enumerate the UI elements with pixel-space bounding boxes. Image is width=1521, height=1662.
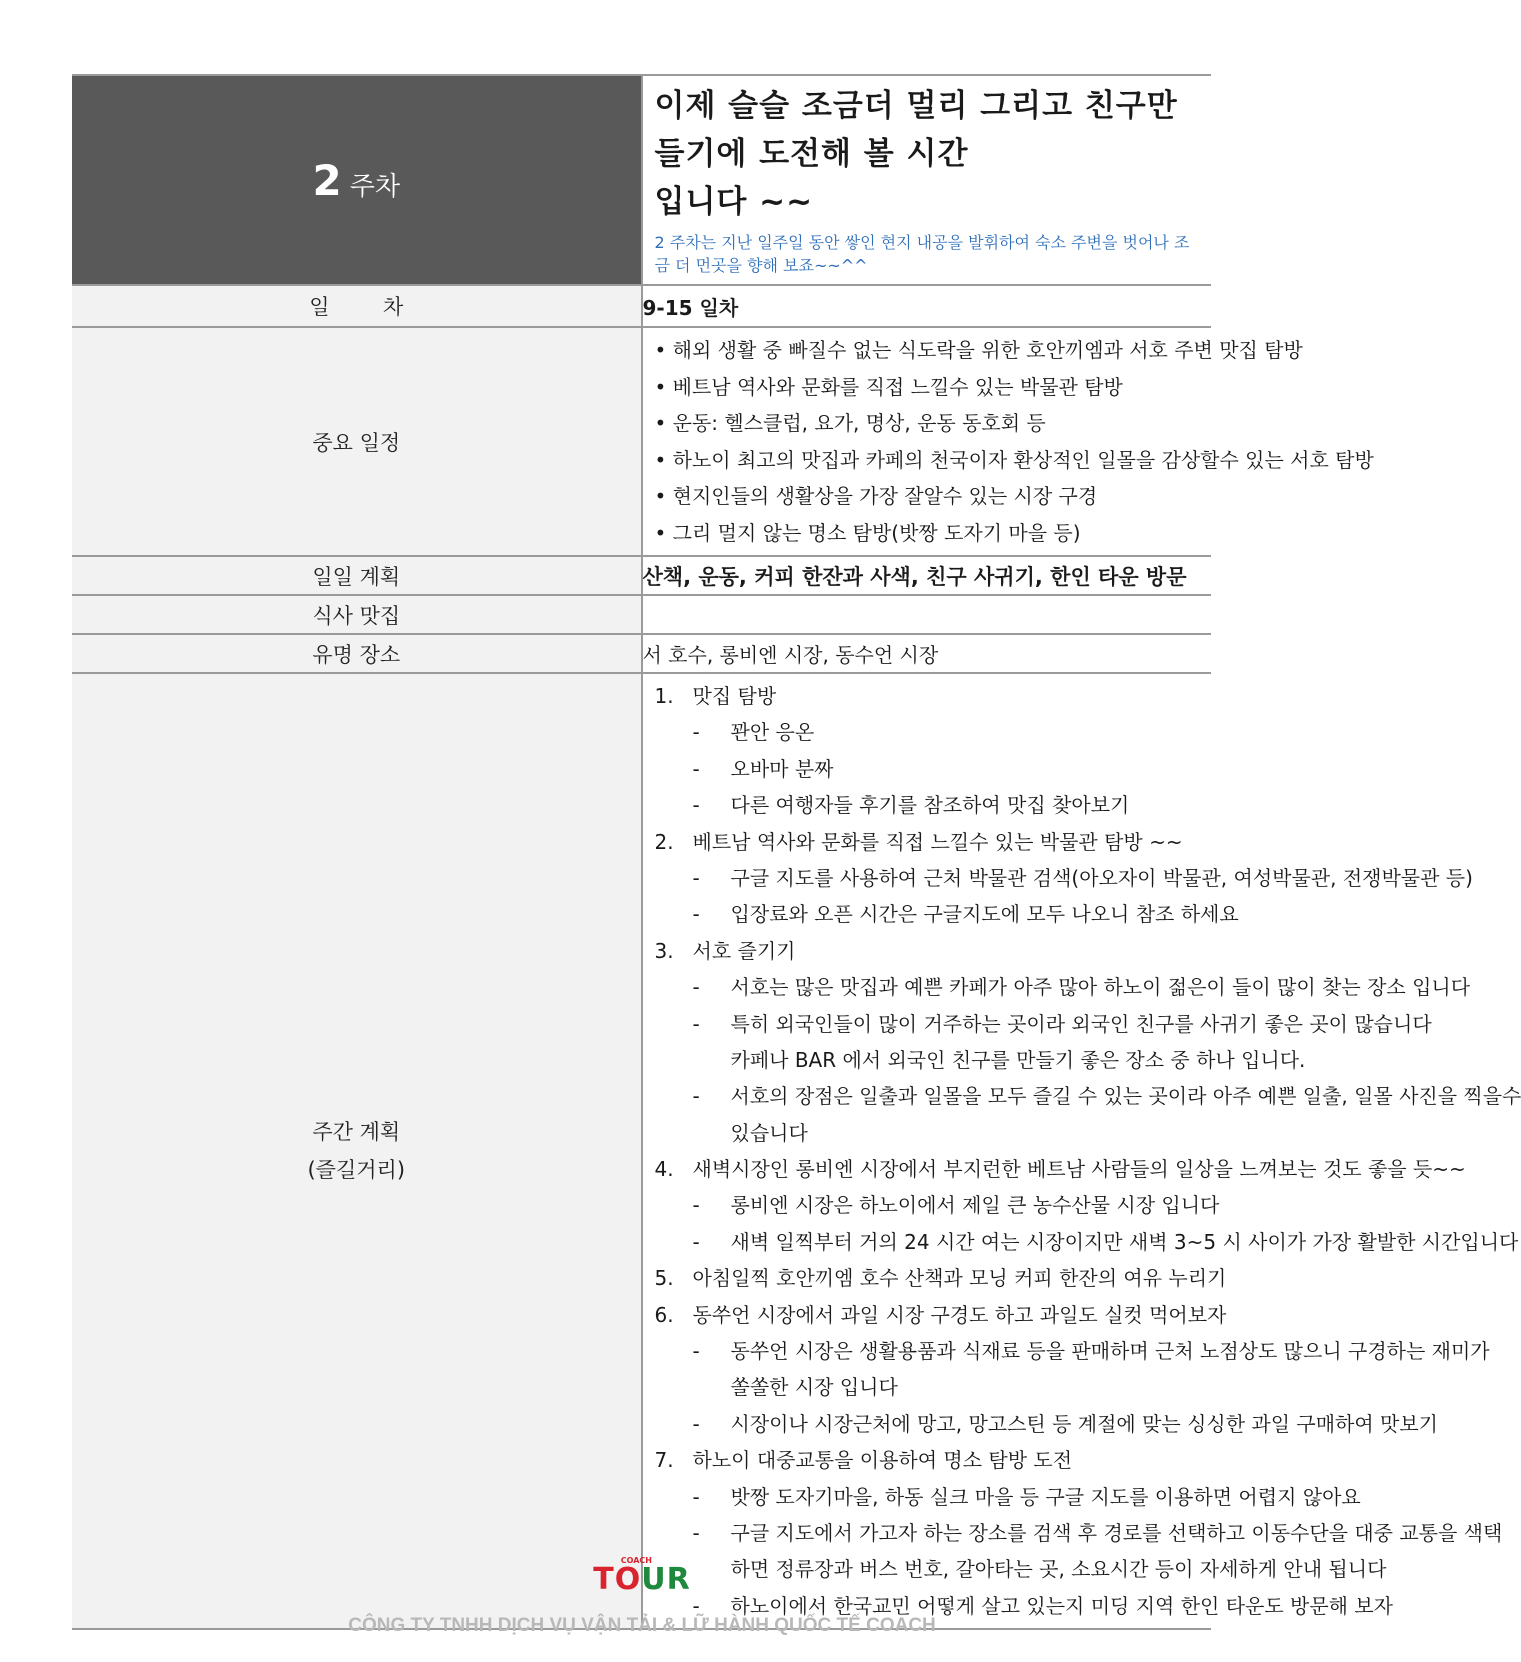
weekly-line-dash <box>655 1187 1220 1223</box>
page-title <box>643 76 1212 226</box>
itinerary-sheet <box>72 74 1521 1630</box>
weekly-line-dash <box>655 1479 1361 1515</box>
dash-marker: - <box>692 1411 700 1436</box>
title-line-1: 이제 슬슬 조금더 멀리 그리고 친구만들기에 도전해 볼 시간 <box>654 88 1178 172</box>
weekly-line-text: 밧짱 도자기마을, 하동 실크 마을 등 구글 지도를 이용하면 어렵지 않아요 <box>730 1484 1361 1509</box>
dash-marker: - <box>692 865 700 890</box>
tour-logo <box>593 1556 691 1597</box>
weekly-line-dash <box>655 860 1473 896</box>
key-schedule-list <box>643 328 1374 555</box>
weekly-line-text: 하면 정류장과 버스 번호, 갈아타는 곳, 소요시간 등이 자세하게 안내 됩니다 <box>730 1557 1387 1582</box>
weekly-line-dash <box>655 787 1200 823</box>
weekly-line-text: 쏠쏠한 시장 입니다 <box>730 1375 898 1400</box>
weekly-line-num <box>654 1260 1227 1296</box>
weekly-line-num <box>654 1297 1227 1333</box>
key-schedule-item: • 베트남 역사와 문화를 직접 느낄수 있는 박물관 탐방 <box>654 374 1123 399</box>
week-number: 2 <box>312 155 342 205</box>
value-daily-plan: 산책, 운동, 커피 한잔과 사색, 친구 사귀기, 한인 타운 방문 <box>642 556 1212 595</box>
dash-marker: - <box>692 1229 700 1254</box>
list-number: 3. <box>654 938 674 963</box>
weekly-line-text: 서호의 장점은 일출과 일몰을 모두 즐길 수 있는 곳이라 아주 예쁜 일출, 일몰 사진을 찍을수 <box>730 1084 1521 1109</box>
label-restaurants: 식사 맛집 <box>72 595 642 634</box>
list-number: 7. <box>654 1448 674 1473</box>
weekly-line-cont <box>655 1369 1200 1405</box>
weekly-line-num <box>655 678 1200 714</box>
label-famous-places: 유명 장소 <box>72 634 642 673</box>
dash-marker: - <box>692 720 700 745</box>
list-number: 2. <box>654 829 674 854</box>
weekly-line-text: 하노이 대중교통을 이용하여 명소 탐방 도전 <box>692 1448 1073 1473</box>
weekly-line-text: 서호 즐기기 <box>692 938 796 963</box>
value-famous-places: 서 호수, 롱비엔 시장, 동수언 시장 <box>642 634 1212 673</box>
value-restaurants <box>642 595 1212 634</box>
dash-marker: - <box>692 793 700 818</box>
list-number: 5. <box>654 1266 674 1291</box>
row-days <box>72 285 1211 327</box>
key-schedule-item: • 운동: 헬스클럽, 요가, 명상, 운동 동호회 등 <box>654 411 1046 435</box>
weekly-line-dash <box>655 896 1239 932</box>
weekly-line-dash <box>655 751 1200 787</box>
logo-letters-ur: UR <box>641 1562 691 1597</box>
key-schedule-item: • 그리 멀지 않는 명소 탐방(밧짱 도자기 마을 등) <box>654 520 1081 545</box>
weekly-line-text: 베트남 역사와 문화를 직접 느낄수 있는 박물관 탐방 ~~ <box>692 829 1183 854</box>
weekly-line-num <box>654 1151 1466 1187</box>
weekly-line-text: 시장이나 시장근처에 망고, 망고스틴 등 계절에 맞는 싱싱한 과일 구매하여 맛보기 <box>730 1411 1438 1436</box>
weekly-line-text: 꽌안 응온 <box>730 720 815 745</box>
dash-marker: - <box>692 1593 700 1618</box>
weekly-line-text: 롱비엔 시장은 하노이에서 제일 큰 농수산물 시장 입니다 <box>730 1193 1220 1218</box>
weekly-line-text: 카페나 BAR 에서 외국인 친구를 만들기 좋은 장소 중 하나 입니다. <box>730 1047 1306 1072</box>
weekly-line-text: 맛집 탐방 <box>692 684 777 708</box>
week-badge <box>72 75 642 285</box>
label-weekly-line-2: (즐길거리) <box>307 1158 406 1183</box>
weekly-line-text: 아침일찍 호안끼엠 호수 산책과 모닝 커피 한잔의 여유 누리기 <box>692 1266 1227 1291</box>
weekly-list <box>643 674 1521 1628</box>
weekly-line-text: 오바마 분짜 <box>730 756 834 781</box>
label-weekly-line-1: 주간 계획 <box>312 1120 401 1145</box>
company-name: CÔNG TY TNHH DỊCH VỤ VẬN TẢI & LỮ HÀNH QUỐC TẾ COACH <box>348 1615 936 1636</box>
list-number: 1. <box>654 684 674 708</box>
key-schedule-item: • 하노이 최고의 맛집과 카페의 천국이자 환상적인 일몰을 감상할수 있는 서호 탐방 <box>654 447 1374 472</box>
dash-marker: - <box>692 756 700 781</box>
weekly-line-cont <box>655 1042 1306 1078</box>
weekly-line-dash <box>655 1333 1490 1369</box>
weekly-line-text: 동쑤언 시장은 생활용품과 식재료 등을 판매하며 근처 노점상도 많으니 구경하는 재미가 <box>730 1339 1490 1364</box>
label-weekly <box>72 673 642 1629</box>
label-key-schedule: 중요 일정 <box>72 327 642 556</box>
dash-marker: - <box>692 1484 700 1509</box>
list-number: 6. <box>654 1302 674 1327</box>
weekly-line-text: 특히 외국인들이 많이 거주하는 곳이라 외국인 친구를 사귀기 좋은 곳이 많습니다 <box>730 1011 1432 1036</box>
dash-marker: - <box>692 1193 700 1218</box>
value-key-schedule <box>642 327 1374 556</box>
itinerary-table <box>72 74 1521 1630</box>
row-key-schedule <box>72 327 1211 556</box>
weekly-line-text: 새벽 일찍부터 거의 24 시간 여는 시장이지만 새벽 3~5 시 사이가 가장 활발한 시간입니다 <box>730 1229 1519 1254</box>
dash-marker: - <box>692 1520 700 1545</box>
weekly-line-dash <box>655 1515 1503 1551</box>
weekly-line-dash <box>655 714 1200 750</box>
weekly-line-dash <box>655 1078 1521 1114</box>
weekly-line-text: 구글 지도를 사용하여 근처 박물관 검색(아오자이 박물관, 여성박물관, 전쟁박물관 등) <box>730 865 1473 890</box>
weekly-line-num <box>655 824 1200 860</box>
weekly-line-text: 새벽시장인 롱비엔 시장에서 부지런한 베트남 사람들의 일상을 느껴보는 것도 좋을 듯~~ <box>692 1157 1466 1182</box>
row-daily-plan <box>72 556 1211 595</box>
label-days: 일 차 <box>72 285 642 327</box>
weekly-line-dash <box>655 1224 1519 1260</box>
logo-letter-t: T <box>593 1562 615 1597</box>
weekly-line-text: 입장료와 오픈 시간은 구글지도에 모두 나오니 참조 하세요 <box>730 902 1239 927</box>
key-schedule-item: • 현지인들의 생활상을 가장 잘알수 있는 시장 구경 <box>654 484 1098 508</box>
weekly-line-text: 서호는 많은 맛집과 예쁜 카페가 아주 많아 하노이 젊은이 들이 많이 찾는 장소 입니다 <box>730 975 1471 1000</box>
dash-marker: - <box>692 975 700 1000</box>
weekly-line-dash <box>655 969 1471 1005</box>
weekly-line-text: 동쑤언 시장에서 과일 시장 구경도 하고 과일도 실컷 먹어보자 <box>692 1302 1227 1327</box>
weekly-line-num <box>655 933 1200 969</box>
header-title-cell <box>642 75 1212 285</box>
value-days: 9-15 일차 <box>642 285 1212 327</box>
dash-marker: - <box>692 1084 700 1109</box>
header-row <box>72 75 1211 285</box>
row-famous-places <box>72 634 1211 673</box>
weekly-line-num <box>655 1442 1200 1478</box>
logo-coach-text: COACH <box>620 1556 652 1565</box>
dash-marker: - <box>692 1011 700 1036</box>
weekly-line-text: 하노이에서 한국교민 어떻게 살고 있는지 미딩 지역 한인 타운도 방문해 보자 <box>730 1593 1393 1618</box>
page-subtitle: 2 주차는 지난 일주일 동안 쌓인 현지 내공을 발휘하여 숙소 주변을 벗어나 조금 더 먼곳을 향해 보죠~~^^ <box>654 233 1190 275</box>
row-restaurants <box>72 595 1211 634</box>
weekly-line-text: 다른 여행자들 후기를 참조하여 맛집 찾아보기 <box>730 793 1130 818</box>
key-schedule-item: • 해외 생활 중 빠질수 없는 식도락을 위한 호안끼엠과 서호 주변 맛집 탐방 <box>654 338 1303 362</box>
row-weekly <box>72 673 1211 1629</box>
label-daily-plan: 일일 계획 <box>72 556 642 595</box>
logo-letter-o <box>614 1556 652 1597</box>
week-unit: 주차 <box>349 171 400 202</box>
weekly-line-dash <box>655 1006 1432 1042</box>
value-weekly <box>642 673 1521 1629</box>
list-number: 4. <box>654 1157 674 1182</box>
weekly-line-cont <box>655 1115 1200 1151</box>
footer <box>0 1556 1284 1637</box>
title-line-2: 입니다 ~~ <box>654 184 814 220</box>
dash-marker: - <box>692 1339 700 1364</box>
dash-marker: - <box>692 902 700 927</box>
logo-o-text: O <box>614 1562 642 1597</box>
weekly-line-dash <box>655 1406 1438 1442</box>
weekly-line-text: 있습니다 <box>730 1120 808 1145</box>
weekly-line-text: 구글 지도에서 가고자 하는 장소를 검색 후 경로를 선택하고 이동수단을 대중 교통을 색택 <box>730 1520 1503 1545</box>
